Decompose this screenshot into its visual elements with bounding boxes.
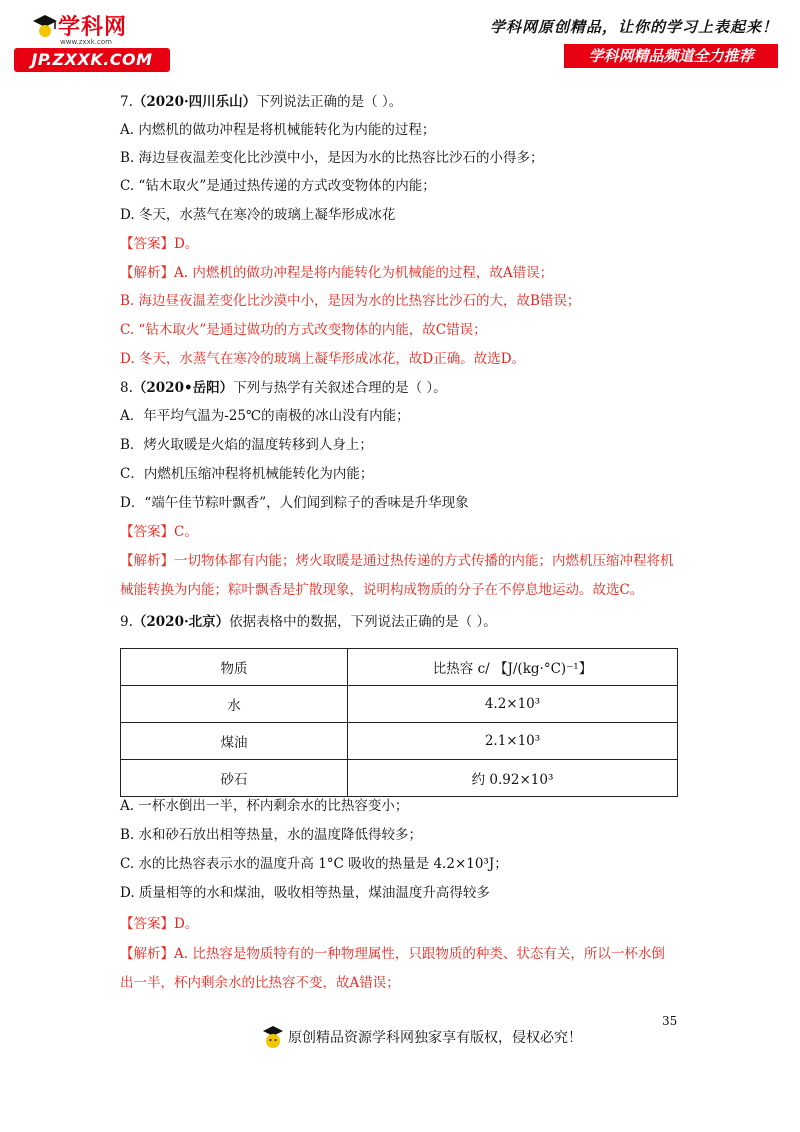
q7-analysis-4: D. 冬天，水蒸气在寒冷的玻璃上凝华形成冰花，故D正确。故选D。 [120,351,526,367]
header-slogan: 学科网原创精品，让你的学习上表起来！ [489,18,778,36]
q7-analysis-text-1: A. 内燃机的做功冲程是将内能转化为机械能的过程，故A错误； [174,265,554,281]
table-cell: 2.1×10³ [348,723,678,760]
mascot-icon [262,1024,284,1050]
table-header-cell: 比热容 c/ 【J/(kg·°C)⁻¹】 [348,649,678,686]
q7-stem-line [120,92,402,112]
specific-heat-table [120,648,678,797]
q9-analysis-text-1: A. 比热容是物质特有的一种物理属性，只跟物质的种类、状态有关，所以一杯水倒 [174,946,665,962]
q9-analysis-label: 【解析】 [120,946,174,962]
q7-answer-value: D。 [174,236,199,252]
copyright-notice: 原创精品资源学科网独家享有版权，侵权必究！ [288,1030,582,1046]
q8-number: 8. [120,380,133,396]
q7-analysis-2: B. 海边昼夜温差变化比沙漠中小，是因为水的比热容比沙石的大，故B错误； [120,293,581,309]
q9-stem-line [120,612,497,632]
q7-analysis-1 [120,263,553,283]
q8-option-c: C．内燃机压缩冲程将机械能转化为内能； [120,466,374,482]
table-cell: 煤油 [121,723,348,760]
q7-option-a: A. 内燃机的做功冲程是将机械能转化为内能的过程； [120,122,436,138]
q7-analysis-3: C. “钻木取火”是通过做功的方式改变物体的内能，故C错误； [120,322,487,338]
table-cell: 4.2×10³ [348,686,678,723]
q8-analysis-1 [120,551,674,571]
q9-option-c: C. 水的比热容表示水的温度升高 1°C 吸收的热量是 4.2×10³J； [120,856,508,872]
q9-number: 9. [120,614,133,630]
q7-answer [120,234,198,254]
table-row [121,686,678,723]
header-banner: 学科网精品频道全力推荐 [564,44,778,68]
q8-option-b: B．烤火取暖是火焰的温度转移到人身上； [120,437,373,453]
table-cell: 约 0.92×10³ [348,760,678,797]
q8-option-d: D．“端午佳节粽叶飘香”，人们闻到粽子的香味是升华现象 [120,495,469,511]
q7-source: （2020·四川乐山） [132,94,257,110]
q9-option-a: A. 一杯水倒出一半，杯内剩余水的比热容变小； [120,798,409,814]
q7-option-d: D. 冬天，水蒸气在寒冷的玻璃上凝华形成冰花 [120,207,396,223]
graduation-cap-icon [32,12,58,38]
q9-option-d: D. 质量相等的水和煤油，吸收相等热量，煤油温度升高得较多 [120,885,490,901]
q8-answer-label: 【答案】 [120,524,174,540]
q9-answer-label: 【答案】 [120,916,174,932]
q7-analysis-label: 【解析】 [120,265,174,281]
q9-source: （2020·北京） [132,614,230,630]
table-cell: 水 [121,686,348,723]
q9-answer [120,914,198,934]
q9-option-b: B. 水和砂石放出相等热量，水的温度降低得较多； [120,827,423,843]
table-header-cell: 物质 [121,649,348,686]
q8-analysis-text-1: 一切物体都有内能；烤火取暖是通过热传递的方式传播的内能；内燃机压缩冲程将机 [174,553,674,569]
logo-url: www.zxxk.com [60,38,112,46]
q7-option-c: C. “钻木取火”是通过热传递的方式改变物体的内能； [120,178,436,194]
q8-option-a: A．年平均气温为-25℃的南极的冰山没有内能； [120,408,410,424]
q7-stem: 下列说法正确的是（ ）。 [256,94,403,110]
page-header [0,0,800,90]
table-row [121,760,678,797]
q9-answer-value: D。 [174,916,199,932]
q9-analysis-1 [120,944,665,964]
page-number: 35 [662,1014,678,1028]
q8-stem: 下列与热学有关叙述合理的是（ ）。 [233,380,447,396]
logo-text: 学科网 [58,15,128,40]
table-row [121,723,678,760]
zxxk-logo[interactable] [12,8,172,76]
q9-stem: 依据表格中的数据，下列说法正确的是（ ）。 [229,614,497,630]
q8-answer [120,522,198,542]
table-header-row [121,649,678,686]
table-cell: 砂石 [121,760,348,797]
q8-analysis-label: 【解析】 [120,553,174,569]
q8-stem-line [120,378,447,398]
q9-analysis-2: 出一半，杯内剩余水的比热容不变，故A错误； [120,975,400,991]
logo-domain: JP.ZXXK.COM [14,48,170,72]
q7-answer-label: 【答案】 [120,236,174,252]
page-footer [262,1024,582,1050]
q8-answer-value: C。 [174,524,198,540]
q7-option-b: B. 海边昼夜温差变化比沙漠中小，是因为水的比热容比沙石的小得多； [120,150,544,166]
q8-analysis-2: 械能转换为内能；粽叶飘香是扩散现象，说明构成物质的分子在不停息地运动。故选C。 [120,582,644,598]
q7-number: 7. [120,94,133,110]
q8-source: （2020•岳阳） [132,380,234,396]
